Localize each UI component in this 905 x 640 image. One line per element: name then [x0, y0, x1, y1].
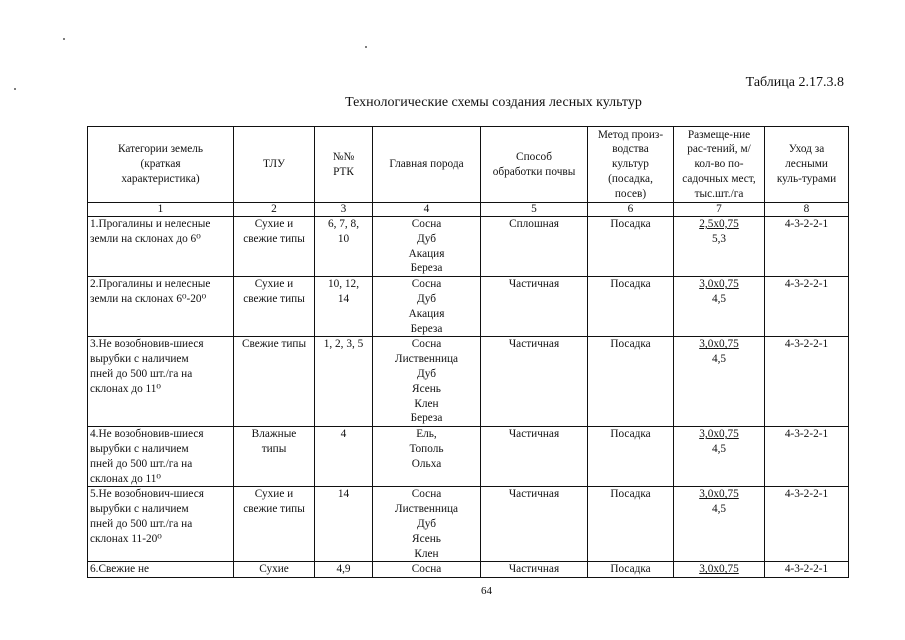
- column-header-line: тыс.шт./га: [694, 187, 744, 200]
- placement-cell: [674, 427, 765, 487]
- care-cell: 4-3-2-2-1: [765, 562, 849, 578]
- column-header-line: обработки почвы: [492, 165, 576, 178]
- rtk-line: 10: [337, 232, 350, 245]
- category-line: склонах до 11⁰: [90, 472, 161, 485]
- category-line: склонах 11-20⁰: [90, 532, 162, 545]
- soil-cell: Сплошная: [481, 217, 588, 277]
- category-line: вырубки с наличием: [90, 503, 189, 516]
- table-row: [88, 277, 849, 337]
- method-cell: Посадка: [588, 427, 674, 487]
- table-row: [88, 337, 849, 427]
- category-line: 6.Свежие не: [90, 563, 150, 576]
- species-line: Акация: [408, 307, 445, 320]
- category-line: 5.Не возобнович-шиеся: [90, 488, 204, 501]
- species-line: Дуб: [417, 232, 436, 245]
- rtk-line: 4: [340, 428, 347, 441]
- category-cell: [88, 217, 234, 277]
- tlu-line: Сухие и: [254, 278, 294, 291]
- column-number-7: 7: [674, 203, 765, 217]
- rtk-cell: [315, 337, 373, 427]
- rtk-cell: [315, 277, 373, 337]
- column-header-line: ТЛУ: [263, 158, 285, 171]
- column-header-5: [481, 127, 588, 203]
- column-number-1: 1: [88, 203, 234, 217]
- placement-fraction: [676, 427, 762, 457]
- rtk-line: 6, 7, 8,: [327, 218, 360, 230]
- column-number-3: 3: [315, 203, 373, 217]
- page-number-text: 64: [481, 585, 492, 597]
- column-header-line: садочных мест,: [682, 172, 756, 185]
- tlu-line: свежие типы: [243, 503, 305, 516]
- category-cell: [88, 562, 234, 578]
- category-line: земли на склонах 6⁰-20⁰: [90, 292, 207, 305]
- placement-value: 3,0х0,75: [699, 488, 739, 501]
- column-header-2: [234, 127, 315, 203]
- care-cell: 4-3-2-2-1: [765, 217, 849, 277]
- soil-cell: Частичная: [481, 427, 588, 487]
- tlu-line: Сухие: [259, 563, 289, 576]
- species-cell: [373, 562, 481, 578]
- column-header-line: рас-тений, м/: [687, 143, 751, 156]
- species-line: Сосна: [411, 488, 442, 501]
- rtk-line: 14: [337, 488, 350, 501]
- tlu-line: типы: [261, 442, 287, 455]
- column-number-2: 2: [234, 203, 315, 217]
- species-cell: [373, 337, 481, 427]
- tlu-cell: [234, 427, 315, 487]
- density-value: 4,5: [711, 503, 727, 516]
- tlu-cell: [234, 487, 315, 562]
- scan-speck: [14, 88, 16, 90]
- density-value: 4,5: [711, 292, 727, 305]
- rtk-cell: [315, 217, 373, 277]
- method-cell: Посадка: [588, 562, 674, 578]
- column-number-4: 4: [373, 203, 481, 217]
- species-line: Береза: [410, 412, 443, 425]
- species-line: Лиственница: [394, 353, 459, 366]
- table-caption: Таблица 2.17.3.8: [745, 75, 844, 90]
- column-header-line: Размеще-ние: [687, 128, 751, 141]
- category-cell: [88, 427, 234, 487]
- species-cell: [373, 487, 481, 562]
- category-line: 4.Не возобновив-шиеся: [90, 428, 204, 441]
- category-line: вырубки с наличием: [90, 353, 189, 366]
- placement-value: 3,0х0,75: [699, 278, 739, 291]
- species-line: Сосна: [411, 218, 442, 230]
- category-line: пней до 500 шт./га на: [90, 367, 193, 380]
- rtk-line: 14: [337, 292, 350, 305]
- page-number: [0, 585, 905, 597]
- method-cell: Посадка: [588, 217, 674, 277]
- density-value: 5,3: [711, 232, 727, 245]
- tlu-line: Сухие и: [254, 488, 294, 501]
- tlu-cell: [234, 277, 315, 337]
- placement-fraction: [676, 562, 762, 577]
- tlu-line: свежие типы: [243, 232, 305, 245]
- column-header-line: кол-во по-: [694, 158, 744, 171]
- species-line: Сосна: [411, 338, 442, 351]
- column-header-line: культур: [612, 158, 649, 171]
- column-header-line: водства: [612, 143, 649, 156]
- soil-cell: Частичная: [481, 487, 588, 562]
- category-line: 3.Не возобновив-шиеся: [90, 338, 204, 351]
- density-value: 4,5: [711, 353, 727, 366]
- column-header-1: [88, 127, 234, 203]
- column-header-line: №№: [332, 150, 355, 163]
- method-cell: Посадка: [588, 277, 674, 337]
- placement-value: 2,5х0,75: [699, 218, 739, 230]
- category-line: 1.Прогалины и нелесные: [90, 218, 211, 230]
- tlu-line: свежие типы: [243, 292, 305, 305]
- species-line: Лиственница: [394, 503, 459, 516]
- species-line: Береза: [410, 262, 443, 275]
- method-cell: Посадка: [588, 337, 674, 427]
- column-header-line: куль-турами: [776, 172, 837, 185]
- category-line: пней до 500 шт./га на: [90, 457, 193, 470]
- placement-fraction: [676, 217, 762, 247]
- placement-cell: [674, 562, 765, 578]
- column-number-6: 6: [588, 203, 674, 217]
- species-line: Ель,: [416, 428, 437, 441]
- placement-value: 3,0х0,75: [699, 563, 739, 576]
- column-header-6: [588, 127, 674, 203]
- species-line: Дуб: [417, 367, 436, 380]
- tlu-line: Свежие типы: [241, 338, 307, 351]
- placement-cell: [674, 277, 765, 337]
- rtk-line: 1, 2, 3, 5: [323, 338, 364, 351]
- tlu-cell: [234, 562, 315, 578]
- column-header-3: [315, 127, 373, 203]
- placement-fraction: [676, 277, 762, 307]
- column-header-line: Уход за: [788, 143, 825, 156]
- species-line: Дуб: [417, 517, 436, 530]
- column-header-line: Способ: [516, 150, 552, 163]
- column-header-line: посев): [614, 187, 647, 200]
- species-cell: [373, 217, 481, 277]
- species-line: Ольха: [411, 457, 442, 470]
- column-header-8: [765, 127, 849, 203]
- species-line: Клен: [414, 547, 439, 560]
- table-body: [88, 217, 849, 578]
- category-cell: [88, 337, 234, 427]
- rtk-cell: [315, 562, 373, 578]
- species-cell: [373, 277, 481, 337]
- species-line: Дуб: [417, 292, 436, 305]
- rtk-line: 10, 12,: [327, 278, 360, 291]
- table-row: [88, 487, 849, 562]
- title-text: Технологические схемы создания лесных культур: [345, 95, 642, 110]
- category-line: земли на склонах до 6⁰: [90, 232, 201, 245]
- category-line: склонах до 11⁰: [90, 382, 161, 395]
- rtk-cell: [315, 427, 373, 487]
- soil-cell: Частичная: [481, 277, 588, 337]
- placement-fraction: [676, 487, 762, 517]
- placement-fraction: [676, 337, 762, 367]
- category-cell: [88, 277, 234, 337]
- column-header-line: Категории земель: [117, 143, 204, 156]
- rtk-line: 4,9: [336, 563, 351, 576]
- species-line: Ясень: [412, 532, 441, 545]
- care-cell: 4-3-2-2-1: [765, 487, 849, 562]
- species-line: Береза: [410, 322, 443, 335]
- species-line: Ясень: [412, 382, 441, 395]
- placement-cell: [674, 487, 765, 562]
- placement-value: 3,0х0,75: [699, 428, 739, 441]
- table-row: [88, 562, 849, 578]
- category-cell: [88, 487, 234, 562]
- category-line: пней до 500 шт./га на: [90, 517, 193, 530]
- species-line: Клен: [414, 397, 439, 410]
- care-cell: 4-3-2-2-1: [765, 427, 849, 487]
- column-header-line: Главная порода: [389, 158, 464, 171]
- column-number-5: 5: [481, 203, 588, 217]
- tlu-line: Влажные: [251, 428, 297, 441]
- column-header-line: Метод произ-: [597, 128, 664, 141]
- tlu-cell: [234, 337, 315, 427]
- scan-speck: [63, 38, 65, 40]
- column-number-8: 8: [765, 203, 849, 217]
- table-row: [88, 427, 849, 487]
- species-cell: [373, 427, 481, 487]
- care-cell: 4-3-2-2-1: [765, 337, 849, 427]
- care-cell: 4-3-2-2-1: [765, 277, 849, 337]
- column-header-4: [373, 127, 481, 203]
- species-line: Тополь: [409, 442, 444, 455]
- column-header-line: (краткая: [140, 158, 181, 171]
- forest-culture-table: [87, 126, 849, 578]
- column-header-line: характеристика): [121, 172, 200, 185]
- column-header-line: РТК: [333, 165, 354, 178]
- header-row: [88, 127, 849, 203]
- soil-cell: Частичная: [481, 337, 588, 427]
- column-header-line: лесными: [785, 158, 828, 171]
- page-title: [0, 95, 905, 111]
- density-value: 4,5: [711, 442, 727, 455]
- placement-cell: [674, 337, 765, 427]
- scan-speck: [365, 46, 367, 48]
- method-cell: Посадка: [588, 487, 674, 562]
- category-line: вырубки с наличием: [90, 442, 189, 455]
- tlu-line: Сухие и: [254, 218, 294, 230]
- species-line: Акация: [408, 247, 445, 260]
- category-line: 2.Прогалины и нелесные: [90, 278, 211, 291]
- species-line: Сосна: [411, 278, 442, 291]
- species-line: Сосна: [411, 563, 442, 576]
- placement-cell: [674, 217, 765, 277]
- column-header-line: (посадка,: [608, 172, 653, 185]
- soil-cell: Частичная: [481, 562, 588, 578]
- placement-value: 3,0х0,75: [699, 338, 739, 351]
- column-header-7: [674, 127, 765, 203]
- rtk-cell: [315, 487, 373, 562]
- column-number-row: [88, 203, 849, 217]
- table-row: [88, 217, 849, 277]
- tlu-cell: [234, 217, 315, 277]
